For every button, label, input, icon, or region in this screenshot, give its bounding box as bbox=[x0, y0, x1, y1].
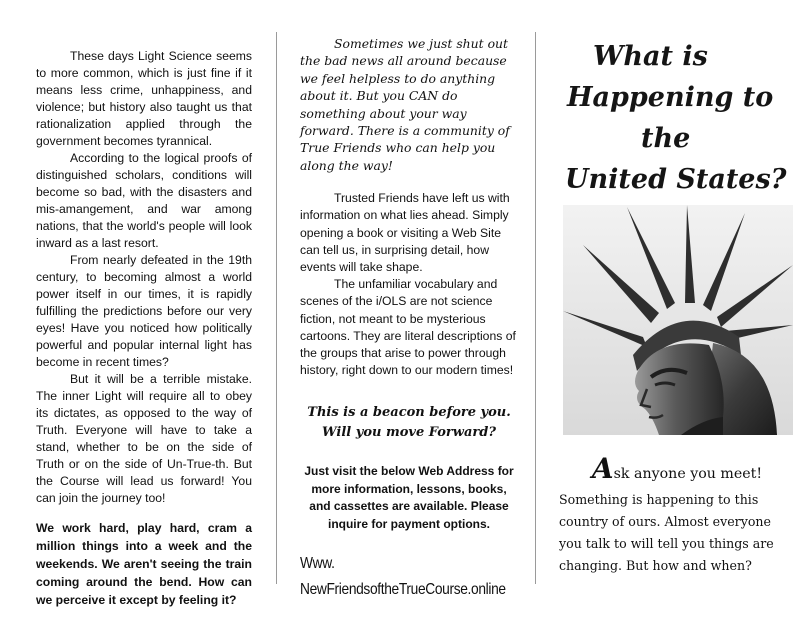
left-closing-bold: We work hard, play hard, cram a million things into a week and the weekends. We aren't seeing the train coming around the bend. How can we perceive it except by feeling it? bbox=[36, 521, 252, 607]
cover-title-line-2: Happening to bbox=[567, 82, 774, 113]
left-paragraph-1: These days Light Science seems to more common, which is just fine if it means less crime, unhappiness, and violence; but history also taught us that rationalization applied through the government becomes tyrannical. bbox=[36, 49, 252, 148]
visit-instructions: Just visit the below Web Address for more information, lessons, books, and cassettes are available. Please inquire for payment options. bbox=[304, 464, 514, 531]
beacon-callout bbox=[300, 403, 518, 443]
ask-dropcap: A bbox=[591, 452, 614, 485]
cover-title-line-1: What is bbox=[593, 41, 708, 72]
middle-intro-italic: Sometimes we just shut out the bad news all around because we feel helpless to do anything about it. But you CAN do something about your way forward. There is a community of True Friends who can help you along the way! bbox=[300, 36, 510, 173]
left-paragraph-4: But it will be a terrible mistake. The inner Light will require all to obey its dictates, as opposed to the way of Truth. Everyone will have to take a stand, whether to be on the side of Truth or on the side of Un-True-th. But the Course will lead us forward! You can join the journey too! bbox=[36, 372, 252, 505]
beacon-line-2: Will you move Forward? bbox=[322, 425, 496, 441]
middle-panel bbox=[278, 0, 536, 618]
web-address-line-1: Www. bbox=[300, 555, 335, 573]
web-address[interactable] bbox=[300, 551, 506, 603]
cover-title-line-4: United States? bbox=[565, 164, 787, 195]
cover-tagline: Something is happening to this country of ours. Almost everyone you talk to will tell you things are changing. But how and when? bbox=[559, 492, 774, 573]
left-paragraph-2: According to the logical proofs of distinguished scholars, conditions will become so bad, with the disasters and mis-amangement, and war among nations, that the world's people will look inward as a last resort. bbox=[36, 151, 252, 250]
cover-title-line-3: the bbox=[641, 123, 691, 154]
left-panel bbox=[0, 0, 276, 618]
web-address-line-2: NewFriendsoftheTrueCourse.online bbox=[300, 581, 506, 599]
ask-rest: sk anyone you meet! bbox=[613, 466, 763, 482]
cover-title bbox=[537, 36, 800, 200]
middle-paragraph-1: Trusted Friends have left us with information on what lies ahead. Simply opening a book or visiting a Web Site can tell us, in surprising detail, how events will take shape. bbox=[300, 191, 510, 275]
left-paragraph-3: From nearly defeated in the 19th century, to becoming almost a world power itself in our times, it is rapidly fulfilling the predictions before our very eyes! Have you noticed how politically powerful and popular internal light has become in recent times? bbox=[36, 253, 252, 369]
panel-divider-left bbox=[276, 32, 277, 584]
ask-line bbox=[559, 452, 795, 485]
statue-of-liberty-icon bbox=[563, 205, 793, 435]
cover-panel bbox=[537, 0, 800, 618]
beacon-line-1: This is a beacon before you. bbox=[307, 405, 511, 421]
middle-paragraph-2: The unfamiliar vocabulary and scenes of the i/OLS are not science fiction, not meant to be mysterious cartoons. They are literal descriptions of the groups that arise to power through history, right down to our modern times! bbox=[300, 277, 516, 378]
